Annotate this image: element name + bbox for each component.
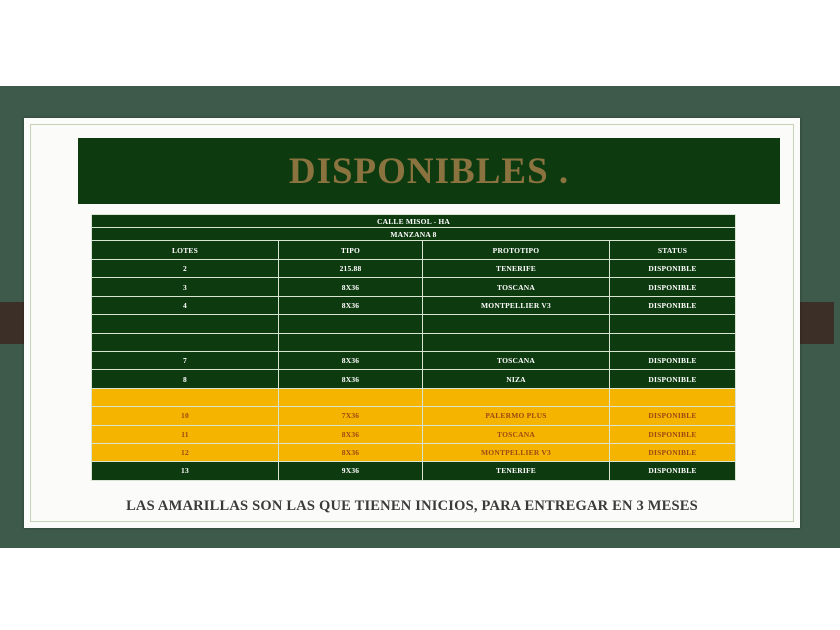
table-row (92, 462, 736, 480)
column-header-tipo: TIPO (279, 241, 423, 260)
table-row (92, 351, 736, 369)
cell-lote: 7 (92, 351, 279, 369)
cell-lote: 11 (92, 425, 279, 443)
cell-status (610, 315, 736, 333)
table-row (92, 296, 736, 314)
cell-status: DISPONIBLE (610, 370, 736, 388)
table-row (92, 443, 736, 461)
slide (24, 118, 800, 528)
table-row (92, 425, 736, 443)
cell-prototipo (423, 315, 610, 333)
cell-tipo: 8X36 (279, 443, 423, 461)
cell-prototipo: TOSCANA (423, 425, 610, 443)
cell-prototipo: TENERIFE (423, 260, 610, 278)
block-name: MANZANA 8 (92, 228, 736, 241)
street-row (92, 215, 736, 228)
cell-lote: 2 (92, 260, 279, 278)
footer-note: LAS AMARILLAS SON LAS QUE TIENEN INICIOS, PARA ENTREGAR EN 3 MESES (126, 498, 698, 514)
table-row (92, 260, 736, 278)
lots-table (91, 214, 736, 481)
table-row (92, 333, 736, 351)
cell-tipo: 8X36 (279, 351, 423, 369)
table-row (92, 278, 736, 296)
column-header-status: STATUS (610, 241, 736, 260)
cell-tipo: 9X36 (279, 462, 423, 480)
cell-prototipo: TENERIFE (423, 462, 610, 480)
cell-tipo: 8X36 (279, 296, 423, 314)
cell-lote (92, 388, 279, 406)
column-header-row (92, 241, 736, 260)
cell-tipo: 7X36 (279, 407, 423, 425)
cell-tipo: 8X36 (279, 278, 423, 296)
cell-lote: 10 (92, 407, 279, 425)
table-row (92, 370, 736, 388)
cell-status: DISPONIBLE (610, 351, 736, 369)
cell-prototipo: PALERMO PLUS (423, 407, 610, 425)
page-title: DISPONIBLES . (288, 150, 570, 192)
cell-prototipo (423, 333, 610, 351)
cell-lote: 8 (92, 370, 279, 388)
cell-status: DISPONIBLE (610, 407, 736, 425)
cell-lote (92, 333, 279, 351)
cell-prototipo: MONTPELLIER V3 (423, 296, 610, 314)
cell-status (610, 333, 736, 351)
street-name: CALLE MISOL - HA (92, 215, 736, 228)
table-row (92, 407, 736, 425)
cell-lote: 4 (92, 296, 279, 314)
cell-status: DISPONIBLE (610, 296, 736, 314)
cell-status: DISPONIBLE (610, 425, 736, 443)
cell-prototipo (423, 388, 610, 406)
table-row (92, 388, 736, 406)
cell-status (610, 388, 736, 406)
cell-status: DISPONIBLE (610, 260, 736, 278)
cell-prototipo: TOSCANA (423, 351, 610, 369)
column-header-lotes: LOTES (92, 241, 279, 260)
cell-status: DISPONIBLE (610, 462, 736, 480)
cell-tipo (279, 315, 423, 333)
cell-tipo: 8X36 (279, 370, 423, 388)
table-row (92, 315, 736, 333)
cell-lote: 3 (92, 278, 279, 296)
cell-prototipo: MONTPELLIER V3 (423, 443, 610, 461)
block-row (92, 228, 736, 241)
cell-prototipo: NIZA (423, 370, 610, 388)
cell-tipo: 8X36 (279, 425, 423, 443)
column-header-prototipo: PROTOTIPO (423, 241, 610, 260)
cell-tipo (279, 333, 423, 351)
cell-status: DISPONIBLE (610, 278, 736, 296)
title-bar (78, 138, 780, 204)
cell-tipo: 215.88 (279, 260, 423, 278)
cell-lote (92, 315, 279, 333)
cell-prototipo: TOSCANA (423, 278, 610, 296)
cell-tipo (279, 388, 423, 406)
cell-lote: 12 (92, 443, 279, 461)
cell-status: DISPONIBLE (610, 443, 736, 461)
cell-lote: 13 (92, 462, 279, 480)
